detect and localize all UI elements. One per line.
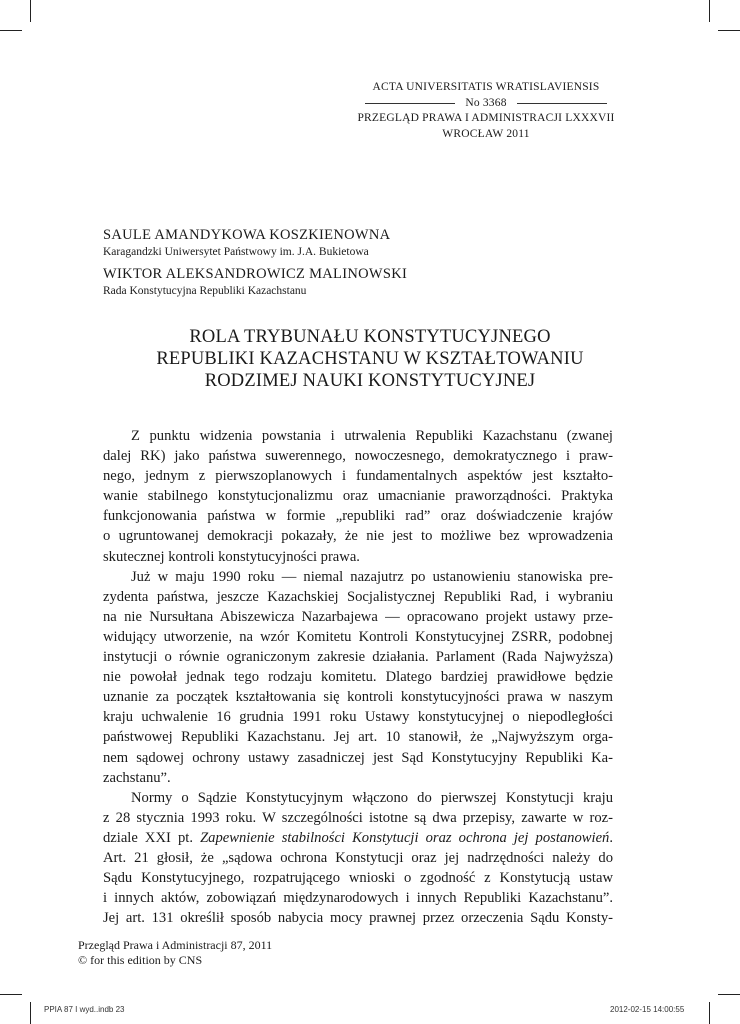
text-line: i innych aktów, zobowiązań międzynarodowych i innych Republiki Kazachstanu”. [103, 890, 613, 907]
paragraph-2 [103, 567, 613, 788]
crop-mark [0, 994, 22, 995]
title-line: REPUBLIKI KAZACHSTANU W KSZTAŁTOWANIU [156, 349, 584, 369]
text-line: Jej art. 131 określił sposób nabycia mocy prawnej przez orzeczenia Sądu Konsty- [103, 910, 613, 927]
text-line: zachstanu”. [103, 769, 171, 786]
text-line: o ugruntowanej demokracji pokazały, że nie jest to możliwe bez wprowadzenia [103, 528, 613, 545]
crop-mark [709, 1002, 710, 1024]
crop-mark [718, 994, 740, 995]
chapter-title-italic: Zapewnienie stabilności Konstytucji oraz ochrona jej postanowień [200, 829, 610, 846]
text-line: nie powołał jednak tego rodzaju komitetu. Dlatego bardziej prawidłowe będzie [103, 669, 613, 686]
text-line: na nie Nursułtana Abiszewicza Nazarbajewa — opracowano projekt ustawy prze- [103, 608, 613, 625]
journal-name: ACTA UNIVERSITATIS WRATISLAVIENSIS [372, 81, 600, 93]
text-fragment: . [609, 829, 613, 846]
copyright-notice: © for this edition by CNS [78, 953, 203, 967]
text-line: Już w maju 1990 roku — niemal nazajutrz po ustanowieniu stanowiska pre- [131, 568, 613, 585]
series-name: PRZEGLĄD PRAWA I ADMINISTRACJI LXXXVII [357, 112, 615, 124]
article-body [103, 426, 613, 928]
text-line: Normy o Sądzie Konstytucyjnym włączono do pierwszej Konstytucji kraju [131, 789, 613, 806]
author-block [103, 226, 643, 304]
text-line: z 28 stycznia 1993 roku. W szczególności istotne są dwa przepisy, zawarte w roz- [103, 809, 613, 826]
crop-mark [718, 30, 740, 31]
crop-mark [30, 0, 31, 22]
text-line: nem sądowej ochrony ustawy zasadniczej jest Sąd Konstytucyjny Republiki Ka- [103, 749, 613, 766]
paragraph-3 [103, 788, 613, 929]
author-affiliation: Karagandzki Uniwersytet Państwowy im. J.A. Bukietowa [103, 246, 369, 258]
text-line: Sądu Konstytucyjnego, rozpatrującego wnioski o zgodność z Konstytucją ustaw [103, 870, 613, 887]
text-line: kraju uchwalenie 16 grudnia 1991 roku Ustawy konstytucyjnej o niepodległości [103, 709, 613, 726]
journal-header [346, 80, 626, 142]
issue-number: No 3368 [465, 96, 507, 109]
title-line: RODZIMEJ NAUKI KONSTYTUCYJNEJ [204, 371, 536, 391]
text-fragment: dziale XXI pt. [103, 829, 201, 846]
divider [517, 103, 607, 104]
author-name: WIKTOR ALEKSANDROWICZ MALINOWSKI [103, 266, 408, 282]
text-line: państwowej Republiki Kazachstanu. Jej art. 10 stanowił, że „Najwyższym orga- [103, 729, 613, 746]
divider [365, 103, 455, 104]
text-line: funkcjonowania państwa w formie „republiki rad” oraz doświadczenie krajów [103, 508, 613, 525]
issue-number-row [346, 96, 626, 112]
title-line: ROLA TRYBUNAŁU KONSTYTUCYJNEGO [189, 327, 551, 347]
text-line: Art. 21 głosił, że „sądowa ochrona Konstytucji oraz jej nadrzędności należy do [103, 849, 613, 866]
paragraph-1 [103, 426, 613, 567]
text-line: uznanie za początek kształtowania się kontroli konstytucyjności prawa w naszym [103, 689, 613, 706]
text-line [103, 828, 613, 848]
text-line: wanie stabilnego konstytucjonalizmu oraz umacnianie praworządności. Praktyka [103, 488, 613, 505]
text-line: skutecznej kontroli konstytucyjności prawa. [103, 548, 360, 565]
crop-mark [0, 30, 22, 31]
page-footer [78, 938, 272, 968]
crop-mark [30, 1002, 31, 1024]
text-line: instytucji o równie ograniczonym zakresie działania. Parlament (Rada Najwyższa) [103, 649, 613, 666]
author-name: SAULE AMANDYKOWA KOSZKIENOWNA [103, 227, 391, 243]
text-line: dalej RK) jako państwa suwerennego, nowoczesnego, demokratycznego i praw- [103, 448, 613, 465]
slug-timestamp: 2012-02-15 14:00:55 [610, 1005, 685, 1014]
author-affiliation: Rada Konstytucyjna Republiki Kazachstanu [103, 285, 307, 297]
slug-filename: PPIA 87 I wyd..indb 23 [44, 1005, 125, 1014]
text-line: Z punktu widzenia powstania i utrwalenia Republiki Kazachstanu (zwanej [131, 428, 613, 444]
journal-citation: Przegląd Prawa i Administracji 87, 2011 [78, 938, 273, 952]
text-line: zydenta państwa, jeszcze Kazachskiej Socjalistycznej Republiki Rad, i wybraniu [103, 588, 613, 605]
text-line: widujący utworzenie, na wzór Komitetu Kontroli Konstytucyjnej ZSRR, podobnej [103, 628, 613, 645]
article-title [103, 326, 637, 392]
crop-mark [709, 0, 710, 22]
place-year: WROCŁAW 2011 [442, 127, 530, 140]
text-line: nego, jednym z pierwszoplanowych i fundamentalnych aspektów jest kształto- [103, 468, 613, 485]
